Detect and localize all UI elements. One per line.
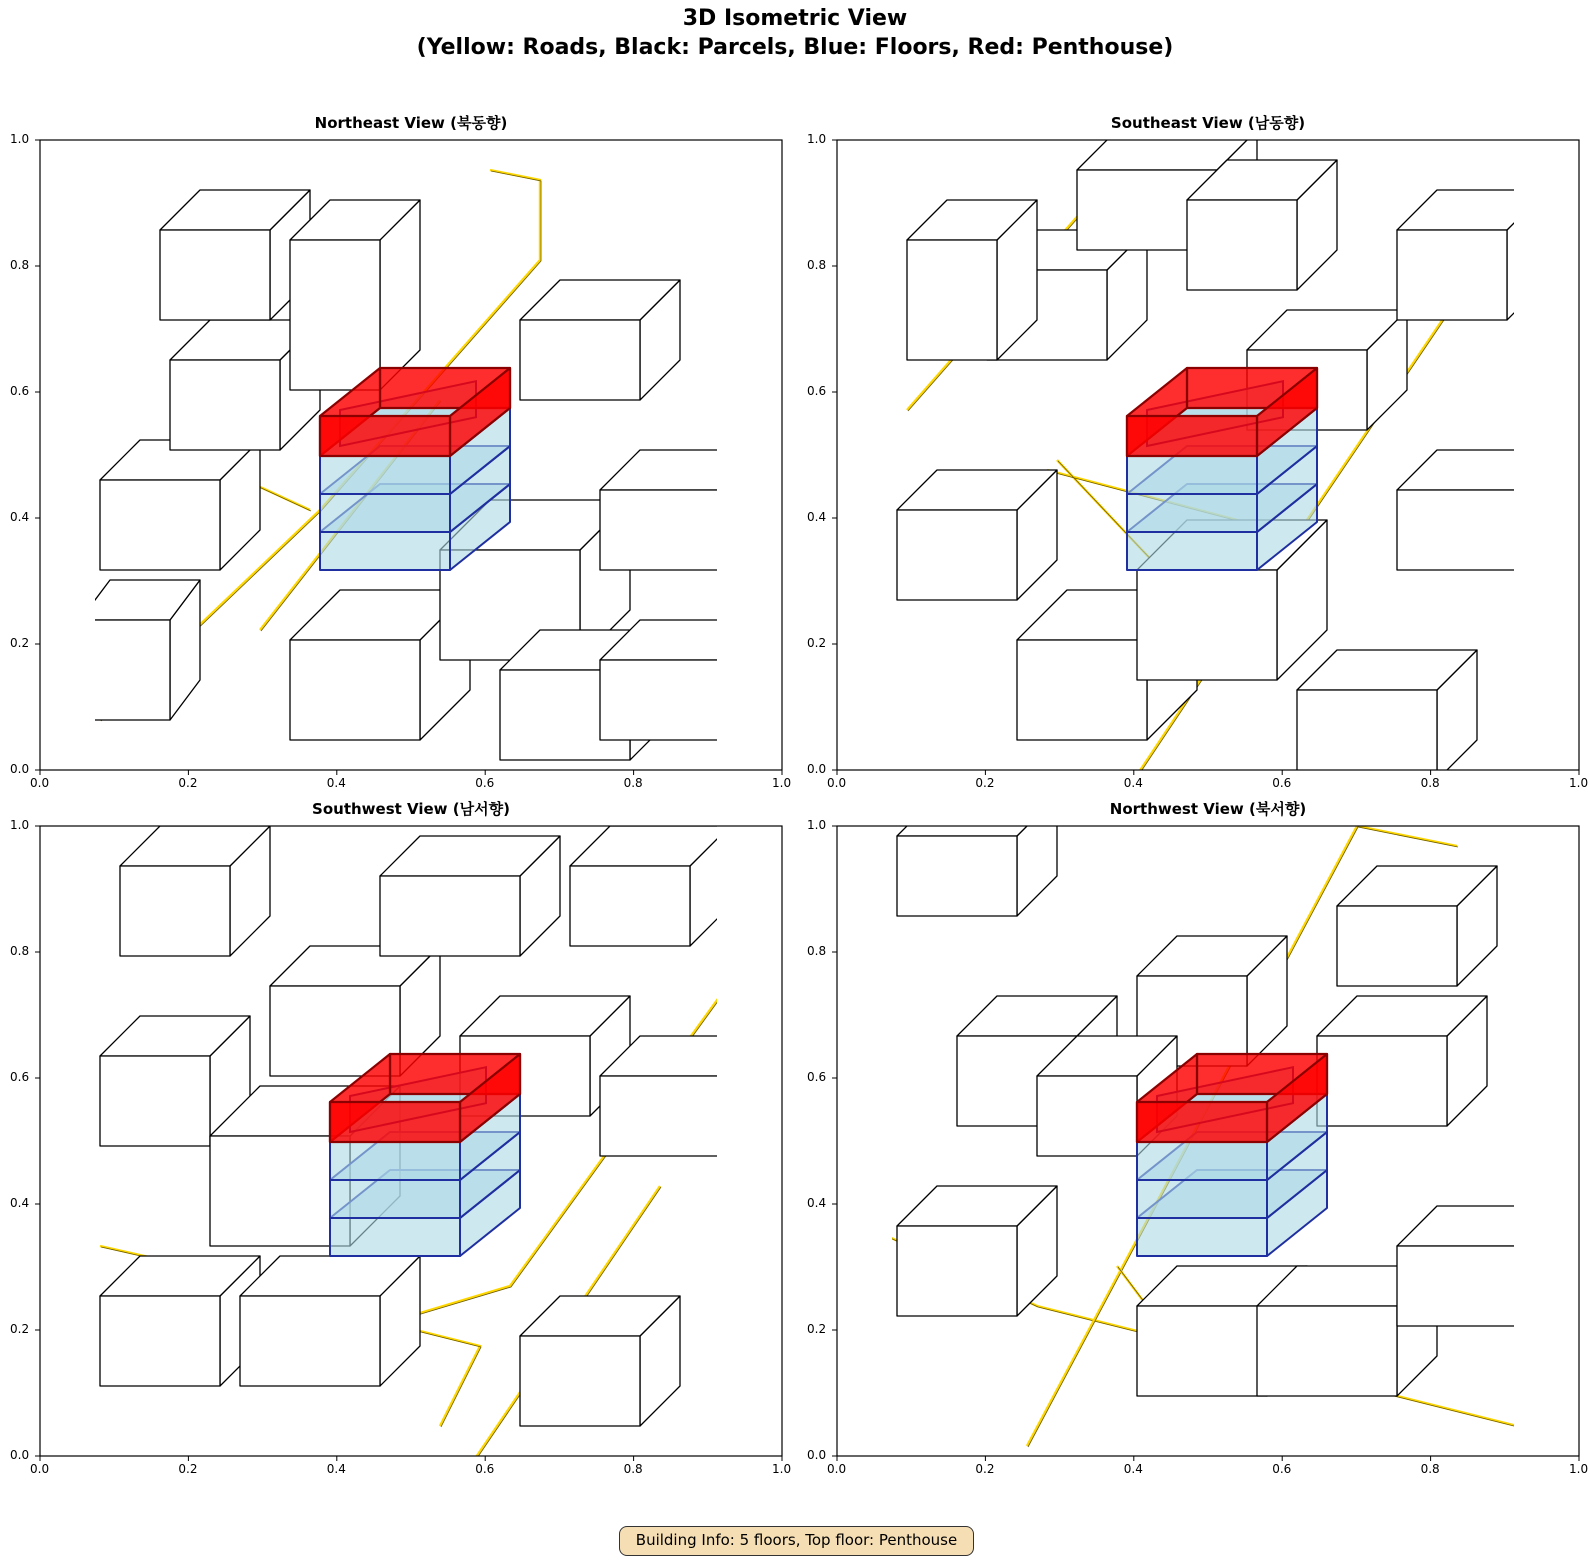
parcel-building-face bbox=[720, 1036, 760, 1156]
y-tick-label: 0.0 bbox=[10, 1448, 30, 1462]
x-tick-label: 0.6 bbox=[475, 1462, 495, 1476]
panel-plot-area bbox=[837, 140, 1579, 770]
y-tick-label: 0.6 bbox=[10, 1070, 30, 1084]
y-tick-label: 0.4 bbox=[10, 510, 30, 524]
x-tick-label: 0.0 bbox=[30, 776, 50, 790]
y-tick-label: 0.0 bbox=[807, 762, 827, 776]
y-tick-label: 0.2 bbox=[10, 1322, 30, 1336]
parcel-building-face bbox=[600, 490, 720, 570]
parcel-building-face bbox=[1397, 490, 1517, 570]
x-tick-label: 0.4 bbox=[326, 1462, 346, 1476]
parcel-building-face bbox=[897, 510, 1017, 600]
parcel-building-face bbox=[1297, 690, 1437, 780]
parcel-building-face bbox=[160, 230, 270, 320]
building-info-box: Building Info: 5 floors, Top floor: Penthouse bbox=[619, 1526, 974, 1556]
panel-title: Northeast View (북동향) bbox=[314, 114, 508, 132]
parcel-building-face bbox=[720, 450, 760, 570]
floor-level bbox=[1127, 494, 1257, 532]
y-tick-label: 1.0 bbox=[10, 818, 30, 832]
x-tick-label: 1.0 bbox=[1569, 1462, 1589, 1476]
x-tick-label: 0.2 bbox=[975, 776, 995, 790]
parcel-building-face bbox=[1017, 640, 1147, 740]
x-tick-label: 0.6 bbox=[1272, 1462, 1292, 1476]
x-tick-label: 0.0 bbox=[827, 1462, 847, 1476]
panel-plot-area bbox=[837, 826, 1579, 1456]
panel-northwest bbox=[807, 800, 1589, 1476]
parcel-building-face bbox=[600, 660, 740, 740]
parcel-building-face bbox=[80, 620, 170, 720]
y-tick-label: 0.8 bbox=[10, 944, 30, 958]
panel-title: Southeast View (남동향) bbox=[1110, 114, 1306, 132]
parcel-building-face bbox=[897, 836, 1017, 916]
scene-group bbox=[80, 170, 780, 760]
floor-level bbox=[1137, 1142, 1267, 1180]
parcel-building-face bbox=[380, 876, 520, 956]
parcel-building-face bbox=[290, 240, 380, 390]
y-tick-label: 1.0 bbox=[807, 132, 827, 146]
parcel-building-face bbox=[600, 450, 760, 490]
panel-title: Northwest View (북서향) bbox=[1109, 800, 1307, 818]
parcel-building-face bbox=[600, 620, 780, 660]
y-tick-label: 0.4 bbox=[10, 1196, 30, 1210]
parcel-building-face bbox=[290, 640, 420, 740]
figure-title-line2: (Yellow: Roads, Black: Parcels, Blue: Floors, Red: Penthouse) bbox=[416, 35, 1174, 60]
parcel-building-face bbox=[170, 360, 280, 450]
parcel-building-face bbox=[1137, 1306, 1267, 1396]
parcel-building-face bbox=[240, 1296, 380, 1386]
y-tick-label: 0.8 bbox=[807, 258, 827, 272]
x-tick-label: 1.0 bbox=[772, 1462, 792, 1476]
y-tick-label: 0.6 bbox=[807, 384, 827, 398]
y-tick-label: 0.8 bbox=[807, 944, 827, 958]
x-tick-label: 0.4 bbox=[1123, 776, 1143, 790]
x-tick-label: 0.4 bbox=[1123, 1462, 1143, 1476]
parcel-building-face bbox=[570, 866, 690, 946]
x-tick-label: 0.4 bbox=[326, 776, 346, 790]
panel-southwest bbox=[10, 800, 792, 1476]
x-tick-label: 0.8 bbox=[623, 776, 643, 790]
x-tick-label: 0.8 bbox=[623, 1462, 643, 1476]
parcel-building-face bbox=[1187, 200, 1297, 290]
parcel-building-face bbox=[1257, 1306, 1397, 1396]
panel-plot-area bbox=[40, 826, 782, 1456]
x-tick-label: 1.0 bbox=[1569, 776, 1589, 790]
floor-level bbox=[330, 1142, 460, 1180]
y-tick-label: 1.0 bbox=[10, 132, 30, 146]
parcel-building-face bbox=[1517, 450, 1557, 570]
parcel-building-face bbox=[520, 320, 640, 400]
panel-northeast bbox=[10, 114, 792, 790]
x-tick-label: 0.0 bbox=[827, 776, 847, 790]
y-tick-label: 0.6 bbox=[807, 1070, 827, 1084]
y-tick-label: 0.2 bbox=[807, 636, 827, 650]
parcel-building-face bbox=[100, 480, 220, 570]
x-tick-label: 0.2 bbox=[178, 776, 198, 790]
floor-level bbox=[320, 532, 450, 570]
y-tick-label: 0.8 bbox=[10, 258, 30, 272]
scene-group bbox=[887, 796, 1557, 1447]
parcel-building-face bbox=[1317, 1036, 1447, 1126]
parcel-building-face bbox=[120, 866, 230, 956]
x-tick-label: 0.2 bbox=[975, 1462, 995, 1476]
panel-southeast bbox=[807, 114, 1589, 790]
parcel-building-face bbox=[520, 1336, 640, 1426]
penthouse-wall bbox=[1137, 1102, 1267, 1142]
parcel-building-face bbox=[897, 1226, 1017, 1316]
penthouse-wall bbox=[1127, 416, 1257, 456]
parcel-building-face bbox=[1337, 906, 1457, 986]
y-tick-label: 0.4 bbox=[807, 1196, 827, 1210]
panel-plot-area bbox=[40, 140, 782, 770]
y-tick-label: 0.6 bbox=[10, 384, 30, 398]
x-tick-label: 0.8 bbox=[1420, 1462, 1440, 1476]
y-tick-label: 0.4 bbox=[807, 510, 827, 524]
floor-level bbox=[1137, 1180, 1267, 1218]
y-tick-label: 0.2 bbox=[10, 636, 30, 650]
penthouse-wall bbox=[330, 1102, 460, 1142]
parcel-building-face bbox=[600, 1076, 720, 1156]
x-tick-label: 0.2 bbox=[178, 1462, 198, 1476]
y-tick-label: 0.0 bbox=[10, 762, 30, 776]
parcel-building-face bbox=[1397, 230, 1507, 320]
floor-level bbox=[1127, 456, 1257, 494]
parcel-building-face bbox=[1397, 1206, 1557, 1246]
penthouse-wall bbox=[320, 416, 450, 456]
floor-level bbox=[320, 456, 450, 494]
y-tick-label: 0.0 bbox=[807, 1448, 827, 1462]
parcel-building-face bbox=[1397, 190, 1547, 230]
floor-level bbox=[330, 1180, 460, 1218]
floor-level bbox=[320, 494, 450, 532]
parcel-building-face bbox=[907, 240, 997, 360]
x-tick-label: 0.6 bbox=[1272, 776, 1292, 790]
figure-title-line1: 3D Isometric View bbox=[682, 6, 908, 31]
scene-group bbox=[897, 130, 1557, 791]
y-tick-label: 0.2 bbox=[807, 1322, 827, 1336]
floor-level bbox=[1127, 532, 1257, 570]
floor-level bbox=[330, 1218, 460, 1256]
figure-title bbox=[0, 4, 1590, 62]
panel-title: Southwest View (남서향) bbox=[312, 800, 510, 818]
parcel-building-face bbox=[1137, 570, 1277, 680]
parcel-building-face bbox=[740, 620, 780, 740]
parcel-building-face bbox=[1397, 1246, 1517, 1326]
parcel-building-face bbox=[1517, 1206, 1557, 1326]
x-tick-label: 0.8 bbox=[1420, 776, 1440, 790]
parcel-building-face bbox=[1397, 450, 1557, 490]
parcel-building-face bbox=[100, 1296, 220, 1386]
parcel-building-face bbox=[1037, 1076, 1137, 1156]
y-tick-label: 1.0 bbox=[807, 818, 827, 832]
scene-group bbox=[100, 826, 760, 1467]
parcel-building-face bbox=[100, 1056, 210, 1146]
x-tick-label: 0.0 bbox=[30, 1462, 50, 1476]
x-tick-label: 0.6 bbox=[475, 776, 495, 790]
x-tick-label: 1.0 bbox=[772, 776, 792, 790]
floor-level bbox=[1137, 1218, 1267, 1256]
